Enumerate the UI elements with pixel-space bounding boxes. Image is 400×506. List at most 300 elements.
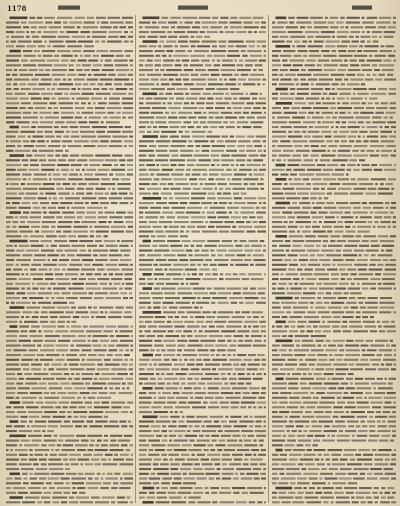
text-line <box>139 250 266 252</box>
text-line <box>272 79 396 81</box>
header-catchword <box>178 6 208 10</box>
text-line <box>272 364 396 366</box>
text-line <box>10 306 134 309</box>
text-line <box>276 164 397 167</box>
text-line <box>272 421 396 423</box>
text-line <box>139 378 263 380</box>
text-line <box>139 459 263 461</box>
text-line <box>276 235 397 238</box>
text-line <box>6 378 133 380</box>
text-line <box>276 45 394 48</box>
text-line <box>139 392 266 394</box>
text-column-middle <box>139 17 266 504</box>
text-line <box>272 468 393 470</box>
text-line <box>6 330 133 332</box>
text-line <box>143 135 267 138</box>
header-catchword <box>352 6 372 10</box>
text-line <box>272 169 396 171</box>
text-line <box>6 411 132 413</box>
header-catchwords <box>58 6 372 10</box>
text-line <box>6 321 76 323</box>
text-line <box>6 482 133 484</box>
text-line <box>272 311 396 313</box>
text-line <box>6 121 120 123</box>
text-line <box>276 102 397 105</box>
text-line <box>272 159 365 161</box>
text-line <box>272 478 396 480</box>
text-line <box>6 221 133 223</box>
text-line <box>6 383 133 385</box>
text-line <box>6 459 133 461</box>
text-line <box>272 216 396 218</box>
text-line <box>139 468 266 470</box>
text-line <box>272 278 395 280</box>
text-line <box>272 402 396 404</box>
text-line <box>6 368 133 370</box>
text-line <box>10 473 133 476</box>
text-line <box>6 340 133 342</box>
text-line <box>139 454 266 456</box>
text-line <box>276 487 395 490</box>
text-line <box>272 112 396 114</box>
text-line <box>143 197 267 200</box>
text-line <box>139 231 266 233</box>
text-line <box>272 463 396 465</box>
text-line <box>6 231 133 233</box>
text-column-right <box>272 17 396 504</box>
text-line <box>6 487 130 489</box>
text-line <box>139 83 265 85</box>
text-line <box>276 297 393 300</box>
text-line <box>272 221 396 223</box>
text-line <box>6 22 133 24</box>
text-line <box>272 444 318 446</box>
text-line <box>6 60 133 62</box>
text-line <box>6 55 130 57</box>
text-line <box>139 373 266 375</box>
header-catchword <box>58 6 80 10</box>
text-line <box>139 45 266 47</box>
text-line <box>139 278 264 280</box>
text-line <box>139 349 236 351</box>
text-line <box>272 383 393 385</box>
text-line <box>143 93 263 96</box>
text-line <box>6 463 133 465</box>
text-line <box>10 50 133 53</box>
text-line <box>139 497 201 499</box>
text-line <box>139 482 196 484</box>
text-line <box>272 41 378 43</box>
text-line <box>272 231 370 233</box>
text-line <box>143 311 263 314</box>
text-line <box>272 430 396 432</box>
text-line <box>6 202 133 204</box>
text-line <box>272 307 394 309</box>
text-line <box>139 226 266 228</box>
text-line <box>272 250 393 252</box>
text-line <box>6 501 133 503</box>
text-line <box>272 264 396 266</box>
text-line <box>143 287 267 290</box>
text-line <box>272 83 365 85</box>
text-line <box>272 212 394 214</box>
text-line <box>272 316 374 318</box>
text-line <box>272 269 396 271</box>
text-line <box>139 397 265 399</box>
text-line <box>272 473 396 475</box>
text-line <box>6 430 54 432</box>
text-line <box>6 297 133 299</box>
text-line <box>272 240 394 242</box>
text-line <box>272 150 396 152</box>
text-line <box>6 107 133 109</box>
text-line <box>272 174 349 176</box>
text-line <box>6 235 108 237</box>
text-line <box>6 449 130 451</box>
text-line <box>272 392 396 394</box>
text-line <box>272 326 395 328</box>
text-line <box>139 107 266 109</box>
text-line <box>6 454 133 456</box>
text-line <box>10 154 133 157</box>
text-line <box>6 117 133 119</box>
text-line <box>6 444 133 446</box>
text-line <box>272 454 396 456</box>
text-line <box>272 459 396 461</box>
text-line <box>276 449 397 452</box>
text-line <box>272 145 396 147</box>
text-line <box>139 307 203 309</box>
text-line <box>6 79 133 81</box>
text-line <box>272 288 396 290</box>
text-line <box>272 31 395 33</box>
text-line <box>139 26 266 28</box>
text-line <box>139 463 266 465</box>
text-line <box>139 36 210 38</box>
text-line <box>272 397 396 399</box>
text-line <box>6 98 133 100</box>
text-line <box>6 178 130 180</box>
text-line <box>272 226 396 228</box>
text-line <box>139 259 266 261</box>
text-line <box>139 297 266 299</box>
text-line <box>139 31 266 33</box>
text-line <box>272 482 357 484</box>
text-line <box>6 259 131 261</box>
text-line <box>139 121 263 123</box>
text-line <box>139 321 266 323</box>
text-line <box>139 368 264 370</box>
text-line <box>139 254 264 256</box>
text-line <box>6 406 130 408</box>
running-header <box>7 4 372 13</box>
text-line <box>6 478 133 480</box>
text-line <box>272 126 396 128</box>
text-line <box>6 64 133 66</box>
text-line <box>272 207 396 209</box>
text-line <box>276 321 395 324</box>
text-line <box>139 269 217 271</box>
text-line <box>139 202 266 204</box>
text-line <box>139 212 266 214</box>
text-line <box>139 98 266 100</box>
text-line <box>272 26 396 28</box>
text-line <box>6 273 133 275</box>
text-line <box>139 221 266 223</box>
text-line <box>139 440 264 442</box>
text-line <box>6 349 133 351</box>
text-line <box>10 126 132 129</box>
text-line <box>6 102 133 104</box>
text-line <box>10 325 134 328</box>
text-line <box>139 79 266 81</box>
text-line <box>139 159 263 161</box>
text-line <box>6 26 133 28</box>
text-line <box>272 349 396 351</box>
text-line <box>272 406 396 408</box>
text-line <box>272 345 396 347</box>
text-line <box>6 354 130 356</box>
text-line <box>6 392 133 394</box>
text-line <box>6 183 131 185</box>
text-line <box>139 145 266 147</box>
text-line <box>272 117 393 119</box>
text-line <box>6 93 133 95</box>
text-line <box>272 131 396 133</box>
text-line <box>139 421 266 423</box>
text-line <box>10 435 133 438</box>
text-line <box>139 473 266 475</box>
text-line <box>276 378 397 381</box>
text-line <box>139 359 266 361</box>
text-line <box>139 340 266 342</box>
text-line <box>143 354 265 357</box>
text-line <box>139 164 265 166</box>
text-line <box>139 74 264 76</box>
text-line <box>6 283 133 285</box>
text-line <box>143 17 264 20</box>
text-line <box>6 159 133 161</box>
text-line <box>139 188 264 190</box>
text-line <box>272 492 396 494</box>
text-column-left <box>6 17 133 504</box>
text-line <box>139 316 264 318</box>
text-line <box>139 150 266 152</box>
text-line <box>139 492 264 494</box>
text-line <box>139 345 266 347</box>
text-line <box>139 126 262 128</box>
text-line <box>272 155 396 157</box>
text-line <box>6 364 133 366</box>
text-line <box>272 501 396 503</box>
text-line <box>272 416 396 418</box>
text-line <box>6 45 94 47</box>
text-line <box>139 178 264 180</box>
text-line <box>139 60 266 62</box>
text-line <box>272 69 394 71</box>
text-line <box>6 335 133 337</box>
text-line <box>272 335 326 337</box>
text-line <box>6 112 133 114</box>
text-line <box>6 311 132 313</box>
text-line <box>139 402 266 404</box>
text-line <box>272 245 394 247</box>
text-line <box>272 273 396 275</box>
text-line <box>272 373 354 375</box>
text-line <box>6 193 133 195</box>
text-line <box>6 83 133 85</box>
text-line <box>272 440 394 442</box>
text-line <box>6 254 129 256</box>
text-line <box>272 435 396 437</box>
text-line <box>139 155 266 157</box>
text-line <box>139 264 266 266</box>
text-line <box>276 17 397 20</box>
text-line <box>6 174 133 176</box>
text-line <box>10 496 131 499</box>
text-line <box>143 416 267 419</box>
text-line <box>139 216 263 218</box>
text-line <box>6 74 133 76</box>
text-line <box>139 112 266 114</box>
text-line <box>276 178 397 181</box>
text-line <box>139 449 266 451</box>
text-line <box>6 140 133 142</box>
text-line <box>272 50 396 52</box>
text-line <box>6 226 133 228</box>
text-line <box>139 169 266 171</box>
text-line <box>6 41 133 43</box>
text-line <box>272 93 396 95</box>
text-line <box>139 364 266 366</box>
text-line <box>272 193 393 195</box>
text-line <box>139 411 183 413</box>
text-line <box>6 169 133 171</box>
text-line <box>139 183 264 185</box>
text-line <box>6 245 133 247</box>
text-line <box>272 22 396 24</box>
text-line <box>6 440 130 442</box>
text-line <box>143 240 265 243</box>
text-line <box>272 140 394 142</box>
text-line <box>139 174 264 176</box>
text-line <box>272 107 396 109</box>
text-line <box>272 60 396 62</box>
text-line <box>143 387 267 390</box>
text-line <box>6 278 132 280</box>
text-line <box>10 240 134 243</box>
text-line <box>139 383 251 385</box>
text-line <box>6 316 132 318</box>
text-line <box>6 468 70 470</box>
text-line <box>139 292 265 294</box>
text-line <box>139 435 266 437</box>
text-line <box>6 288 132 290</box>
text-line <box>139 335 266 337</box>
text-line <box>6 302 74 304</box>
text-line <box>139 326 266 328</box>
text-line <box>272 302 395 304</box>
text-line <box>272 197 328 199</box>
text-line <box>6 250 130 252</box>
text-line <box>6 216 133 218</box>
text-line <box>139 235 188 237</box>
text-line <box>143 273 267 276</box>
text-line <box>139 22 266 24</box>
text-line <box>139 302 266 304</box>
text-line <box>6 373 133 375</box>
text-line <box>143 501 267 504</box>
text-line <box>272 330 396 332</box>
text-line <box>272 136 396 138</box>
text-line <box>139 193 247 195</box>
text-line <box>139 245 266 247</box>
text-line <box>6 425 133 427</box>
text-line <box>272 497 394 499</box>
text-line <box>139 88 239 90</box>
text-line <box>143 487 267 490</box>
text-line <box>6 145 133 147</box>
text-line <box>272 55 395 57</box>
text-line <box>6 264 133 266</box>
text-line <box>6 345 133 347</box>
text-line <box>139 50 266 52</box>
text-line <box>10 17 134 20</box>
text-line <box>272 254 392 256</box>
text-line <box>272 359 396 361</box>
text-line <box>139 69 263 71</box>
text-line <box>6 36 133 38</box>
page-number: 1178 <box>7 4 27 13</box>
text-line <box>6 150 69 152</box>
text-line <box>6 69 133 71</box>
text-line <box>139 283 199 285</box>
text-line <box>10 211 134 214</box>
text-line <box>6 188 130 190</box>
text-line <box>272 283 395 285</box>
text-line <box>6 397 111 399</box>
text-line <box>272 98 377 100</box>
text-line <box>139 478 266 480</box>
text-line <box>139 140 266 142</box>
text-line <box>6 164 133 166</box>
text-line <box>276 202 397 205</box>
text-line <box>6 387 129 389</box>
text-line <box>6 359 133 361</box>
text-line <box>6 131 133 133</box>
text-line <box>6 416 108 418</box>
text-line <box>272 121 396 123</box>
text-line <box>272 64 394 66</box>
text-line <box>6 197 133 199</box>
text-line <box>139 430 266 432</box>
text-line <box>276 88 397 91</box>
text-line <box>139 55 266 57</box>
text-line <box>10 420 132 423</box>
text-line <box>139 102 266 104</box>
text-line <box>143 40 267 43</box>
text-line <box>272 259 396 261</box>
text-line <box>6 492 85 494</box>
text-line <box>139 425 266 427</box>
text-line <box>10 401 134 404</box>
text-line <box>272 354 396 356</box>
text-line <box>139 131 212 133</box>
text-line <box>272 292 362 294</box>
text-line <box>139 330 266 332</box>
text-line <box>272 411 396 413</box>
text-line <box>272 183 393 185</box>
